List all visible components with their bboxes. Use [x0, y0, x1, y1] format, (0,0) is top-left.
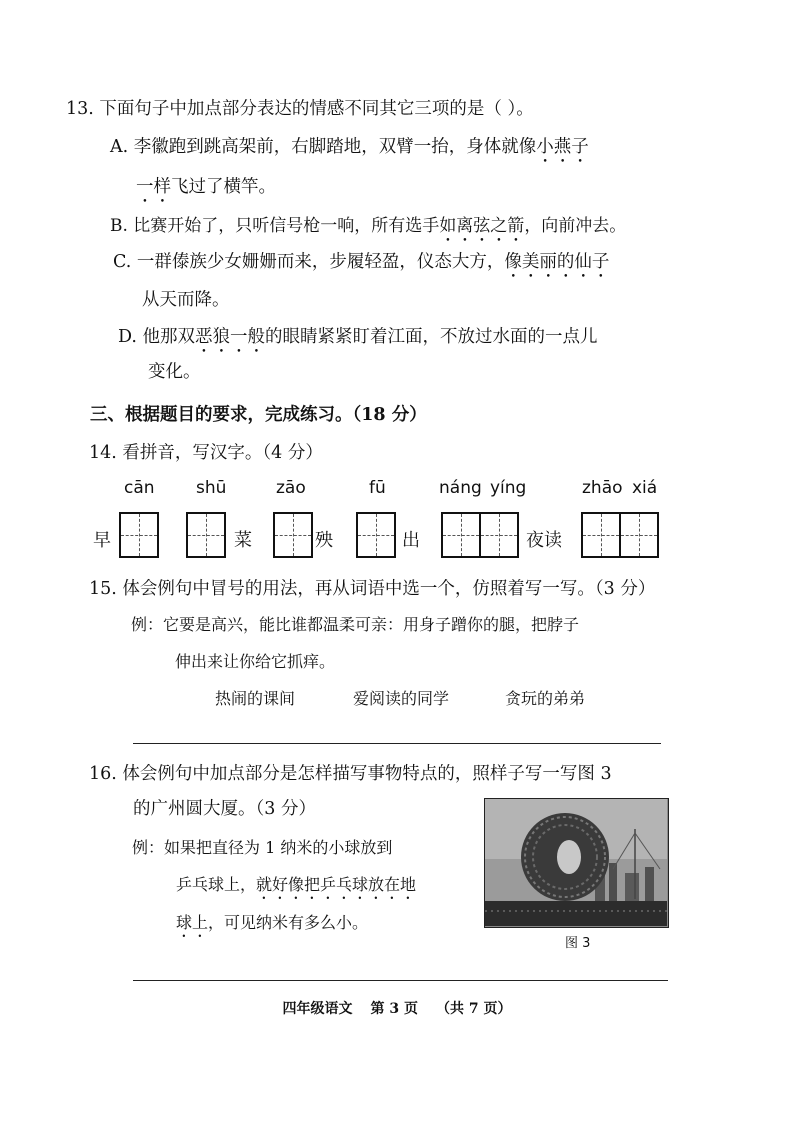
q14-label-5: 夜读	[526, 530, 562, 551]
q13-d-text: D. 他那双	[118, 327, 196, 347]
q13-d-text-2: 的眼睛紧紧盯着江面，不放过水面的一点儿	[265, 327, 598, 347]
q13-a-dotted: 小燕子	[536, 137, 589, 157]
pinyin-3: zāo	[276, 478, 306, 498]
writing-cell[interactable]	[621, 512, 659, 558]
writing-grid-2[interactable]	[186, 512, 226, 558]
q13-b-dotted: 如离弦之箭	[439, 216, 525, 236]
q13-option-a	[110, 135, 589, 167]
footer-page: 第 3 页	[370, 1001, 418, 1017]
q15-answer-line[interactable]	[133, 743, 661, 744]
q14-writing-row	[0, 512, 794, 562]
writing-grid-4[interactable]	[356, 512, 396, 558]
guangzhou-circle-photo	[484, 798, 669, 928]
pinyin-4: fū	[369, 478, 386, 498]
q13-b-text-2: ，向前冲去。	[524, 216, 627, 236]
writing-grid-1[interactable]	[119, 512, 159, 558]
pinyin-7: zhāo	[582, 478, 623, 498]
writing-grid-5[interactable]	[441, 512, 519, 558]
q15-example-2: 伸出来让你给它抓痒。	[175, 652, 336, 671]
q13-c-dotted: 像美丽的仙子	[504, 252, 610, 272]
q16-ex-text-2: ，可见纳米有多么小。	[208, 913, 369, 932]
writing-cell[interactable]	[441, 512, 481, 558]
q14-label-2: 菜	[234, 530, 252, 551]
q13-option-d-cont: 变化。	[148, 362, 201, 382]
q16-ex-dotted-2: 球上	[176, 913, 209, 932]
q13-d-dotted: 恶狼一般	[195, 327, 266, 347]
q13-b-text: B. 比赛开始了，只听信号枪一响，所有选手	[110, 216, 440, 236]
section-3-heading: 三、根据题目的要求，完成练习。（18 分）	[90, 405, 427, 425]
q15-example-1: 例：它要是高兴，能比谁都温柔可亲：用身子蹭你的腿，把脖子	[131, 615, 580, 634]
q16-example-3	[176, 911, 368, 941]
writing-grid-6[interactable]	[581, 512, 659, 558]
pinyin-6: yíng	[490, 478, 527, 498]
q13-option-c-cont: 从天而降。	[142, 290, 230, 310]
writing-cell[interactable]	[119, 512, 159, 558]
q15-stem: 15. 体会例句中冒号的用法，再从词语中选一个，仿照着写一写。（3 分）	[89, 579, 656, 599]
q14-stem: 14. 看拼音，写汉字。（4 分）	[89, 443, 323, 463]
q13-option-b	[110, 214, 626, 246]
q13-option-c	[113, 250, 609, 282]
q13-a-text: A. 李徽跑到跳高架前，右脚踏地，双臂一抬，身体就像	[110, 137, 537, 157]
q16-answer-line[interactable]	[133, 980, 668, 981]
q13-c-text: C. 一群傣族少女姗姗而来，步履轻盈，仪态大方，	[113, 252, 505, 272]
writing-cell[interactable]	[356, 512, 396, 558]
writing-grid-3[interactable]	[273, 512, 313, 558]
footer-subject: 四年级语文	[282, 1001, 353, 1017]
q16-stem-1: 16. 体会例句中加点部分是怎样描写事物特点的，照样子写一写图 3	[89, 764, 612, 784]
figure-caption: 图 3	[565, 936, 591, 951]
pinyin-1: cān	[124, 478, 155, 498]
writing-cell[interactable]	[581, 512, 621, 558]
q16-example-1: 例：如果把直径为 1 纳米的小球放到	[132, 838, 393, 857]
q14-label-3: 殃	[315, 530, 333, 551]
q15-choice-3: 贪玩的弟弟	[505, 689, 586, 708]
footer-total: （共 7 页）	[436, 1001, 512, 1017]
q16-stem-2: 的广州圆大厦。（3 分）	[133, 799, 316, 819]
writing-cell[interactable]	[273, 512, 313, 558]
q16-ex-dotted: 就好像把乒乓球放在地	[256, 875, 417, 894]
q16-ex-text: 乒乓球上，	[176, 875, 257, 894]
page-footer	[0, 998, 794, 1018]
q14-label-4: 出	[402, 530, 420, 551]
q13-a-text-2: 飞过了横竿。	[171, 177, 276, 197]
q13-option-a-cont	[136, 175, 276, 207]
q13-stem: 13. 下面句子中加点部分表达的情感不同其它三项的是（ ）。	[66, 99, 534, 119]
q15-choice-1: 热闹的课间	[215, 689, 296, 708]
pinyin-5: náng	[439, 478, 482, 498]
q13-a-dotted-2: 一样	[136, 177, 171, 197]
writing-cell[interactable]	[481, 512, 519, 558]
writing-cell[interactable]	[186, 512, 226, 558]
photo-illustration	[485, 799, 667, 926]
q14-pinyin-row	[0, 478, 794, 504]
q16-example-2	[176, 873, 416, 903]
pinyin-2: shū	[196, 478, 227, 498]
q15-choice-2: 爱阅读的同学	[353, 689, 450, 708]
pinyin-8: xiá	[632, 478, 658, 498]
q14-label-1: 早	[93, 530, 111, 551]
q13-option-d	[118, 325, 598, 357]
